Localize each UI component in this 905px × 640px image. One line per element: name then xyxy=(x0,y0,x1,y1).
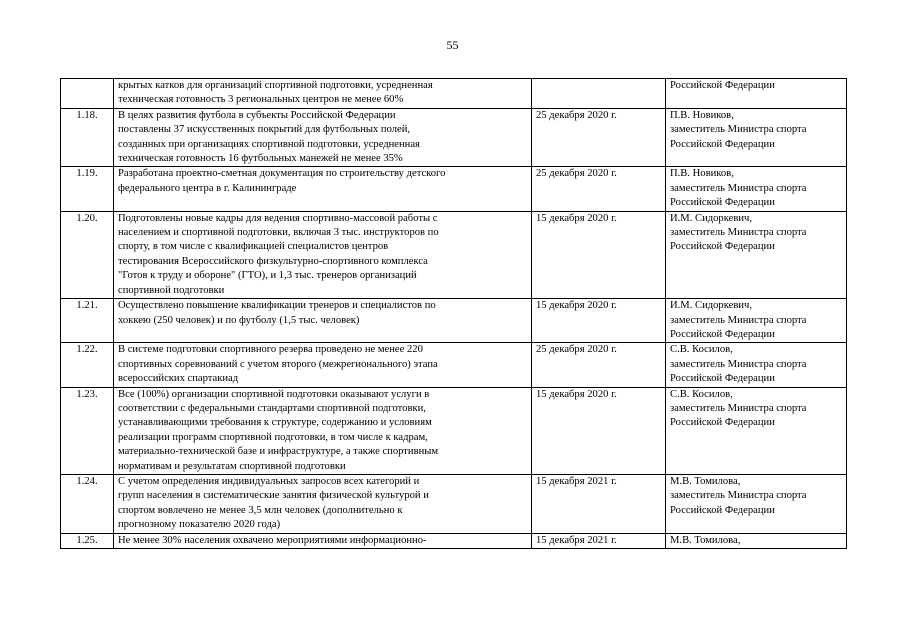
table-row xyxy=(61,343,847,387)
row-number: 1.19. xyxy=(61,167,114,211)
row-description: В целях развития футбола в субъекты Российской Федерации поставлены 37 искусственных покрытий для футбольных полей, созданных при организациях спортивной подготовки, усредненная техническая готовность 16 футбольных манежей не менее 35% xyxy=(114,108,532,167)
row-number: 1.22. xyxy=(61,343,114,387)
row-responsible: М.В. Томилова, xyxy=(666,533,847,548)
table-row xyxy=(61,299,847,343)
row-deadline xyxy=(532,79,666,109)
plan-table xyxy=(60,78,847,549)
row-responsible: С.В. Косилов, заместитель Министра спорта Российской Федерации xyxy=(666,387,847,474)
row-number: 1.20. xyxy=(61,211,114,298)
table-row xyxy=(61,108,847,167)
row-responsible: П.В. Новиков, заместитель Министра спорта Российской Федерации xyxy=(666,108,847,167)
table-row xyxy=(61,387,847,474)
row-deadline: 25 декабря 2020 г. xyxy=(532,343,666,387)
row-deadline: 15 декабря 2021 г. xyxy=(532,533,666,548)
row-description: Все (100%) организации спортивной подготовки оказывают услуги в соответствии с федеральными стандартами спортивной подготовки, устанавливающими требования к структуре, содержанию и условиям реализации программ спортивной подготовки, в том числе к кадрам, материально-технической базе и инфраструктуре, а также спортивным нормативам и результатам спортивной подготовки xyxy=(114,387,532,474)
row-responsible: С.В. Косилов, заместитель Министра спорта Российской Федерации xyxy=(666,343,847,387)
row-deadline: 25 декабря 2020 г. xyxy=(532,108,666,167)
row-description: В системе подготовки спортивного резерва проведено не менее 220 спортивных соревнований с учетом второго (межрегионального) этапа всероссийских спартакиад xyxy=(114,343,532,387)
row-number: 1.25. xyxy=(61,533,114,548)
table-row xyxy=(61,167,847,211)
row-number: 1.23. xyxy=(61,387,114,474)
plan-table-body xyxy=(61,79,847,549)
row-description: Не менее 30% населения охвачено мероприятиями информационно- xyxy=(114,533,532,548)
row-description: Разработана проектно-сметная документация по строительству детского федерального центра в г. Калининграде xyxy=(114,167,532,211)
table-row xyxy=(61,79,847,109)
row-deadline: 15 декабря 2020 г. xyxy=(532,387,666,474)
row-description: Подготовлены новые кадры для ведения спортивно-массовой работы с населением и спортивной подготовки, включая 3 тыс. инструкторов по спорту, в том числе с квалификацией специалистов центров тестирования Всероссийского физкультурно-спортивного комплекса "Готов к труду и обороне" (ГТО), и 1,3 тыс. тренеров организаций спортивной подготовки xyxy=(114,211,532,298)
row-deadline: 15 декабря 2020 г. xyxy=(532,211,666,298)
table-row xyxy=(61,533,847,548)
row-responsible: М.В. Томилова, заместитель Министра спорта Российской Федерации xyxy=(666,474,847,533)
row-description: Осуществлено повышение квалификации тренеров и специалистов по хоккею (250 человек) и по футболу (1,5 тыс. человек) xyxy=(114,299,532,343)
row-number: 1.18. xyxy=(61,108,114,167)
row-deadline: 15 декабря 2020 г. xyxy=(532,299,666,343)
row-number: 1.24. xyxy=(61,474,114,533)
row-description: С учетом определения индивидуальных запросов всех категорий и групп населения в систематические занятия физической культурой и спортом вовлечено не менее 3,5 млн человек (дополнительно к прогнозному показателю 2020 года) xyxy=(114,474,532,533)
row-responsible: П.В. Новиков, заместитель Министра спорта Российской Федерации xyxy=(666,167,847,211)
row-number: 1.21. xyxy=(61,299,114,343)
row-number xyxy=(61,79,114,109)
row-responsible: Российской Федерации xyxy=(666,79,847,109)
table-row xyxy=(61,474,847,533)
row-description: крытых катков для организаций спортивной подготовки, усредненная техническая готовность 3 региональных центров не менее 60% xyxy=(114,79,532,109)
row-responsible: И.М. Сидоркевич, заместитель Министра спорта Российской Федерации xyxy=(666,211,847,298)
row-deadline: 15 декабря 2021 г. xyxy=(532,474,666,533)
table-row xyxy=(61,211,847,298)
row-deadline: 25 декабря 2020 г. xyxy=(532,167,666,211)
page-number: 55 xyxy=(446,38,459,52)
row-responsible: И.М. Сидоркевич, заместитель Министра спорта Российской Федерации xyxy=(666,299,847,343)
